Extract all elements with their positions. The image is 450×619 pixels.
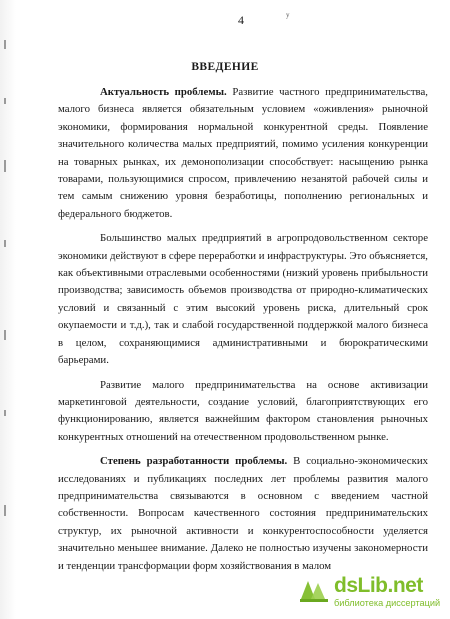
dslib-watermark[interactable] bbox=[298, 575, 440, 611]
watermark-tagline: библиотека диссертаций bbox=[334, 598, 441, 608]
paragraph-research-degree bbox=[58, 453, 428, 575]
scan-mark bbox=[4, 410, 6, 416]
paragraph-lead: Актуальность проблемы. bbox=[100, 86, 227, 98]
paragraph-text: Большинство малых предприятий в агропродовольственном секторе экономики действуют в сфере переработки и инфраструктуры. Это объясняется, как объективными отраслевыми особенностями (низкий уровень прибыльности производства; зависимость объемов производства от природно-климатических условий и связанный с этим высокий уровень риска, длительный срок окупаемости и т.д.), так и слабой государственной поддержкой малого бизнеса в целом, сохраняющимися административными и бюрократическими барьерами. bbox=[58, 232, 428, 367]
paragraph-relevance bbox=[58, 84, 428, 223]
watermark-brand: dsLib.net bbox=[334, 574, 423, 597]
page-number: 4 bbox=[238, 13, 244, 27]
paragraph-text: В социально-экономических исследованиях и публикациях последних лет проблемы развития малого предпринимательства связываются в основном с введением частной собственности. Вопросам качественного состояния предпринимательских структур, их рыночной активности и конкурентоспособности уделяется значительно меньшее внимание. Далеко не полностью изучены закономерности и тенденции трансформации форм хозяйствования в малом bbox=[58, 455, 428, 572]
paragraph-agro-sector bbox=[58, 230, 428, 369]
scan-mark bbox=[4, 98, 6, 104]
scan-mark bbox=[4, 330, 6, 340]
scan-margin bbox=[0, 0, 16, 619]
scan-mark bbox=[4, 240, 6, 247]
paragraph-marketing bbox=[58, 377, 428, 447]
scan-mark bbox=[4, 40, 6, 49]
body-text bbox=[58, 84, 428, 582]
corner-mark: у bbox=[286, 11, 290, 19]
dslib-logo-icon bbox=[298, 575, 332, 605]
paragraph-text: Развитие частного предпринимательства, малого бизнеса является обязательным условием «оживления» рыночной экономики, формирования нормальной конкурентной среды. Появление значительного количества малых предприятий, помимо усиления конкуренции на товарных рынках, их демонополизации способствует: насыщению рынка товарами, пользующимися спросом, привлечению незанятой рабочей силы и тем самым снижению уровня безработицы, пополнению региональных и федерального бюджетов. bbox=[58, 86, 428, 220]
scan-mark bbox=[4, 505, 6, 516]
scan-mark bbox=[4, 160, 6, 172]
section-heading: ВВЕДЕНИЕ bbox=[191, 61, 259, 73]
paragraph-lead: Степень разработанности проблемы. bbox=[100, 455, 288, 468]
paragraph-text: Развитие малого предпринимательства на основе активизации маркетинговой деятельности, создание условий, благоприятствующих его функционированию, является важнейшим фактором становления рыночных конкурентных отношений на отечественном продовольственном рынке. bbox=[58, 378, 428, 443]
